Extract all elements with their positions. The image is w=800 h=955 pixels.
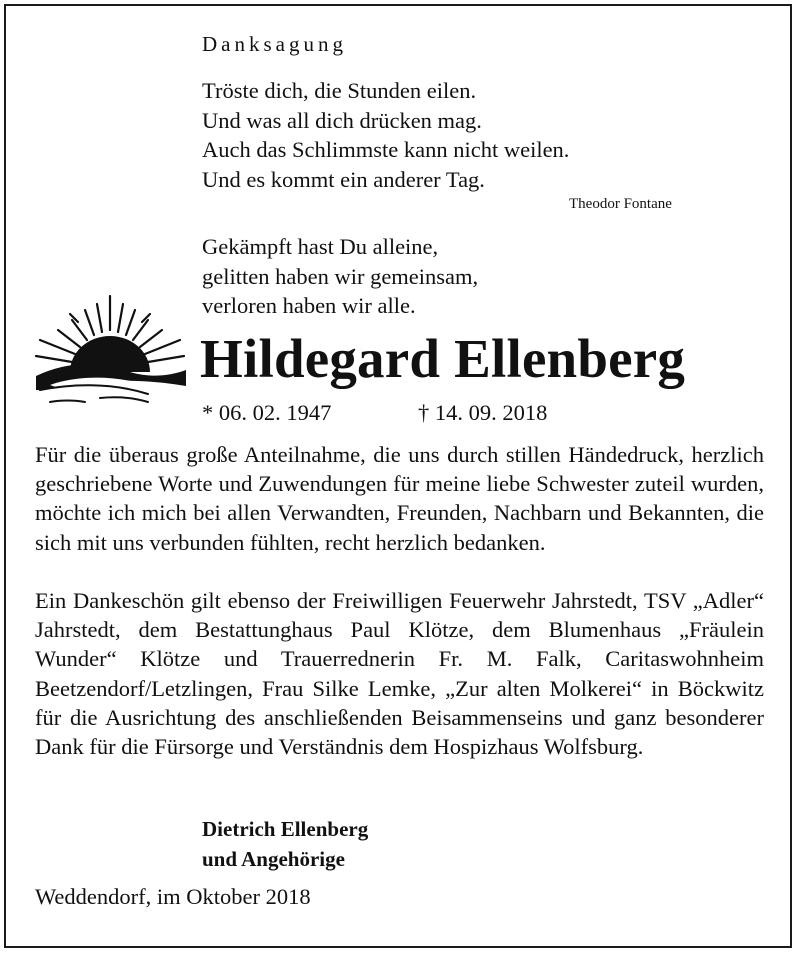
poem: [202, 76, 569, 194]
signature-line: und Angehörige: [202, 847, 345, 871]
paragraph-text: Ein Dankeschön gilt ebenso der Freiwilligen Feuerwehr Jahrstedt, TSV „Adler“ Jahrstedt, dem Bestattunghaus Paul Klötze, dem Blumenhaus „Fräulein Wunder“ Klötze und Trauerrednerin Fr. M. Falk, Caritaswohnheim Beetzendorf/Letzlingen, Frau Silke Lemke, „Zur alten Molkerei“ in Böckwitz für die Ausrichtung des anschließenden Beisammenseins und ganz besonderer Dank für die Fürsorge und Verständnis dem Hospizhaus Wolfsburg.: [35, 588, 764, 760]
thanks-paragraph-2: [35, 586, 764, 761]
signature: [202, 814, 368, 874]
poem-line: Und es kommt ein anderer Tag.: [202, 166, 485, 192]
place-date: Weddendorf, im Oktober 2018: [35, 884, 311, 909]
poem-line: Tröste dich, die Stunden eilen.: [202, 78, 477, 103]
birth-date: * 06. 02. 1947: [202, 400, 332, 425]
poem-line: Und was all dich drücken mag.: [202, 107, 482, 133]
poem-author: Theodor Fontane: [569, 196, 672, 212]
signature-line: Dietrich Ellenberg: [202, 817, 369, 841]
sunset-over-hills-icon: [30, 290, 190, 420]
verse-line: Gekämpft hast Du alleine,: [202, 234, 439, 259]
poem-line: Auch das Schlimmste kann nicht weilen.: [202, 137, 570, 162]
verse-line: verloren haben wir alle.: [202, 293, 416, 318]
death-date: † 14. 09. 2018: [418, 400, 548, 425]
paragraph-text: Für die überaus große Anteilnahme, die uns durch stillen Händedruck, herzlich geschriebene Worte und Zuwendungen für meine liebe Schwester zuteil wurden, möchte ich mich bei allen Verwandten, Freunden, Nachbarn und Bekannten, die sich mit uns verbunden fühlten, recht herzlich bedanken.: [35, 442, 764, 555]
thanks-paragraph-1: [35, 440, 764, 557]
second-verse: [202, 232, 478, 321]
heading: Danksagung: [202, 32, 347, 56]
verse-line: gelitten haben wir gemeinsam,: [202, 263, 479, 289]
deceased-name: Hildegard Ellenberg: [200, 328, 686, 389]
